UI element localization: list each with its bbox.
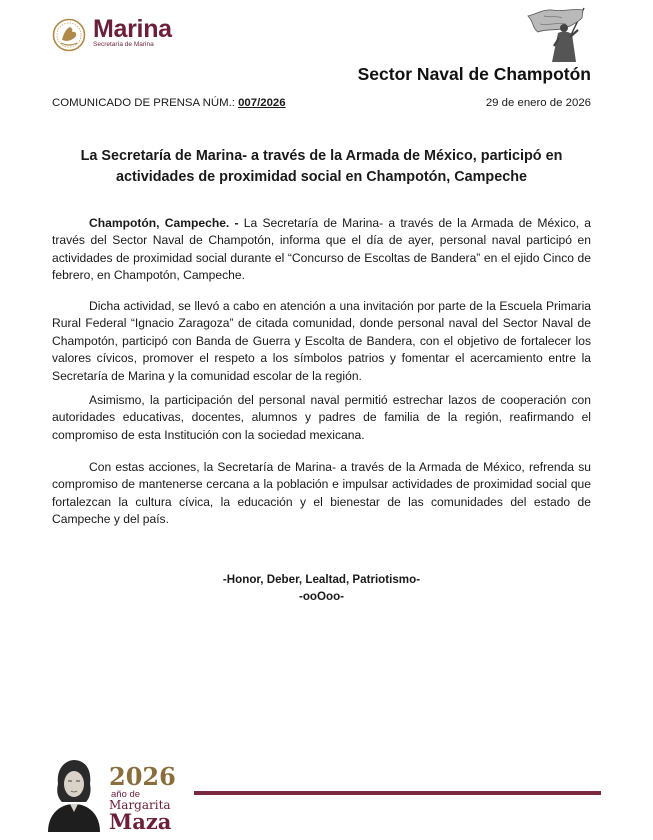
- dateline: Champotón, Campeche. -: [89, 216, 239, 230]
- brand-subtitle: Secretaría de Marina: [93, 41, 154, 48]
- year-number: 2026: [109, 762, 176, 791]
- headline: La Secretaría de Marina- a través de la Armada de México, participó en actividades de proximidad social en Champotón, Campeche: [80, 148, 563, 185]
- body-paragraph-3: Asimismo, la participación del personal naval permitió estrechar lazos de cooperación con autoridades educativas, docentes, alumnos y padres de familia de la región, reafirmando el compromiso de esta Institución con la sociedad mexicana.: [52, 393, 591, 442]
- press-label: COMUNICADO DE PRENSA NÚM.:: [52, 97, 239, 109]
- press-number: 007/2026: [238, 97, 286, 109]
- end-mark: -ooOoo-: [298, 590, 345, 603]
- year-name-last: Maza: [109, 809, 172, 834]
- body-paragraph-4: Con estas acciones, la Secretaría de Marina- a través de la Armada de México, refrenda su compromiso de mantenerse cercana a la población e impulsar actividades de proximidad social que fortalezcan la cultura cívica, la educación y el bienestar de las comunidades del estado de Campeche y del país.: [52, 460, 591, 527]
- portrait-icon: [40, 754, 108, 832]
- footer-rule: [194, 791, 601, 795]
- flag-bearer-icon: [522, 6, 590, 64]
- year-name-first: Margarita: [109, 798, 171, 812]
- press-release-number: [52, 96, 286, 110]
- body-paragraph-1-text: La Secretaría de Marina- a través de la Armada de México, a través del Sector Naval de Champotón, informa que el día de ayer, personal naval participó en actividades de proximidad social durante el “Concurso de Escoltas de Bandera” en el ejido Cinco de febrero, en Champotón, Campeche.: [52, 216, 591, 283]
- body-paragraph-2: Dicha actividad, se llevó a cabo en atención a una invitación por parte de la Escuela Primaria Rural Federal “Ignacio Zaragoza” de citada comunidad, donde personal naval del Sector Naval de Champotón, participó con Banda de Guerra y Escolta de Bandera, con el objetivo de fortalecer los valores cívicos, promover el respeto a los símbolos patrios y fomentar el acercamiento entre la Secretaría de Marina y la comunidad escolar de la región.: [52, 299, 591, 383]
- year-ano-de: año de: [111, 789, 141, 800]
- motto: -Honor, Deber, Lealtad, Patriotismo-: [222, 573, 421, 586]
- eagle-seal-icon: [52, 18, 86, 52]
- body-paragraph-1: [52, 215, 591, 285]
- press-date: 29 de enero de 2026: [485, 97, 591, 109]
- sector-title: Sector Naval de Champotón: [357, 64, 591, 84]
- brand-name: Marina: [93, 15, 172, 43]
